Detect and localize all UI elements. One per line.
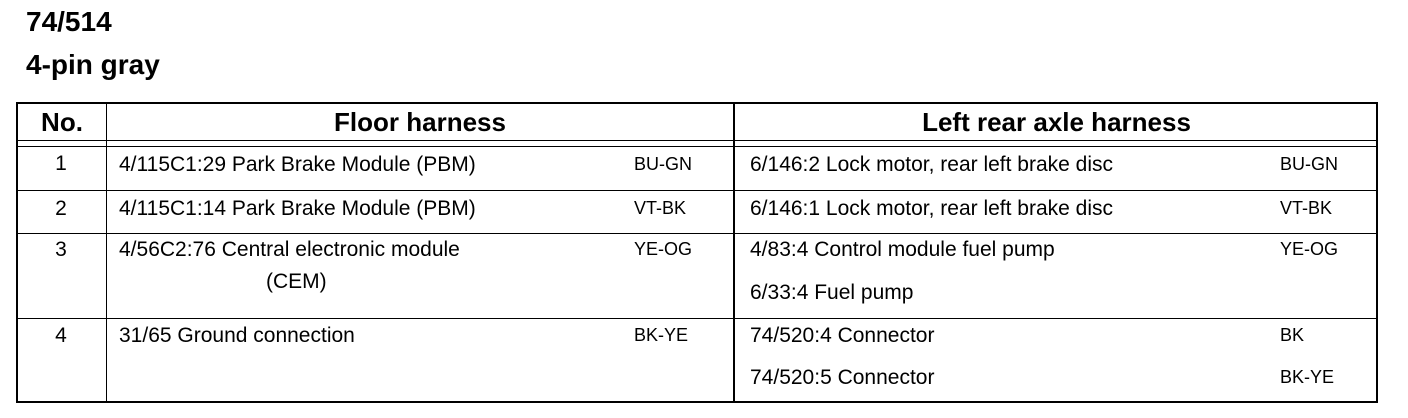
row-divider [18, 233, 1376, 234]
rear-harness-pin: 74/520:5 Connector [750, 366, 935, 389]
row-number: 2 [55, 197, 67, 220]
floor-wire-color: BU-GN [634, 154, 692, 174]
connector-pin-table [16, 102, 1378, 403]
connector-description: 4-pin gray [26, 49, 160, 80]
floor-harness-pin: 31/65 Ground connection [119, 324, 355, 347]
row-number: 4 [55, 324, 67, 347]
floor-harness-pin: 4/115C1:29 Park Brake Module (PBM) [119, 153, 476, 176]
rear-wire-color: BK [1280, 325, 1305, 345]
rear-wire-color: BK-YE [1280, 367, 1335, 387]
column-divider [733, 104, 735, 401]
row-divider [18, 318, 1376, 319]
floor-wire-color: VT-BK [634, 198, 687, 218]
header-floor-harness: Floor harness [334, 107, 506, 137]
rear-harness-pin: 6/33:4 Fuel pump [750, 281, 914, 304]
floor-wire-color: YE-OG [634, 239, 693, 259]
row-divider [18, 190, 1376, 191]
row-number: 3 [55, 238, 67, 261]
floor-harness-pin: 4/56C2:76 Central electronic module [119, 238, 460, 261]
rear-harness-pin: 6/146:1 Lock motor, rear left brake disc [750, 197, 1114, 220]
header-left-rear-axle-harness: Left rear axle harness [922, 107, 1191, 137]
row-number: 1 [55, 152, 67, 175]
rear-harness-pin: 6/146:2 Lock motor, rear left brake disc [750, 153, 1114, 176]
floor-wire-color: BK-YE [634, 325, 689, 345]
rear-wire-color: YE-OG [1280, 239, 1339, 259]
floor-harness-pin-continued: (CEM) [266, 270, 327, 293]
floor-harness-pin: 4/115C1:14 Park Brake Module (PBM) [119, 197, 476, 220]
rear-harness-pin: 4/83:4 Control module fuel pump [750, 238, 1055, 261]
rear-wire-color: BU-GN [1280, 154, 1338, 174]
rear-wire-color: VT-BK [1280, 198, 1333, 218]
header-divider [18, 140, 1376, 141]
header-divider [18, 146, 1376, 147]
header-no: No. [41, 107, 83, 137]
connector-code: 74/514 [26, 6, 112, 37]
column-divider [106, 104, 107, 401]
rear-harness-pin: 74/520:4 Connector [750, 324, 935, 347]
